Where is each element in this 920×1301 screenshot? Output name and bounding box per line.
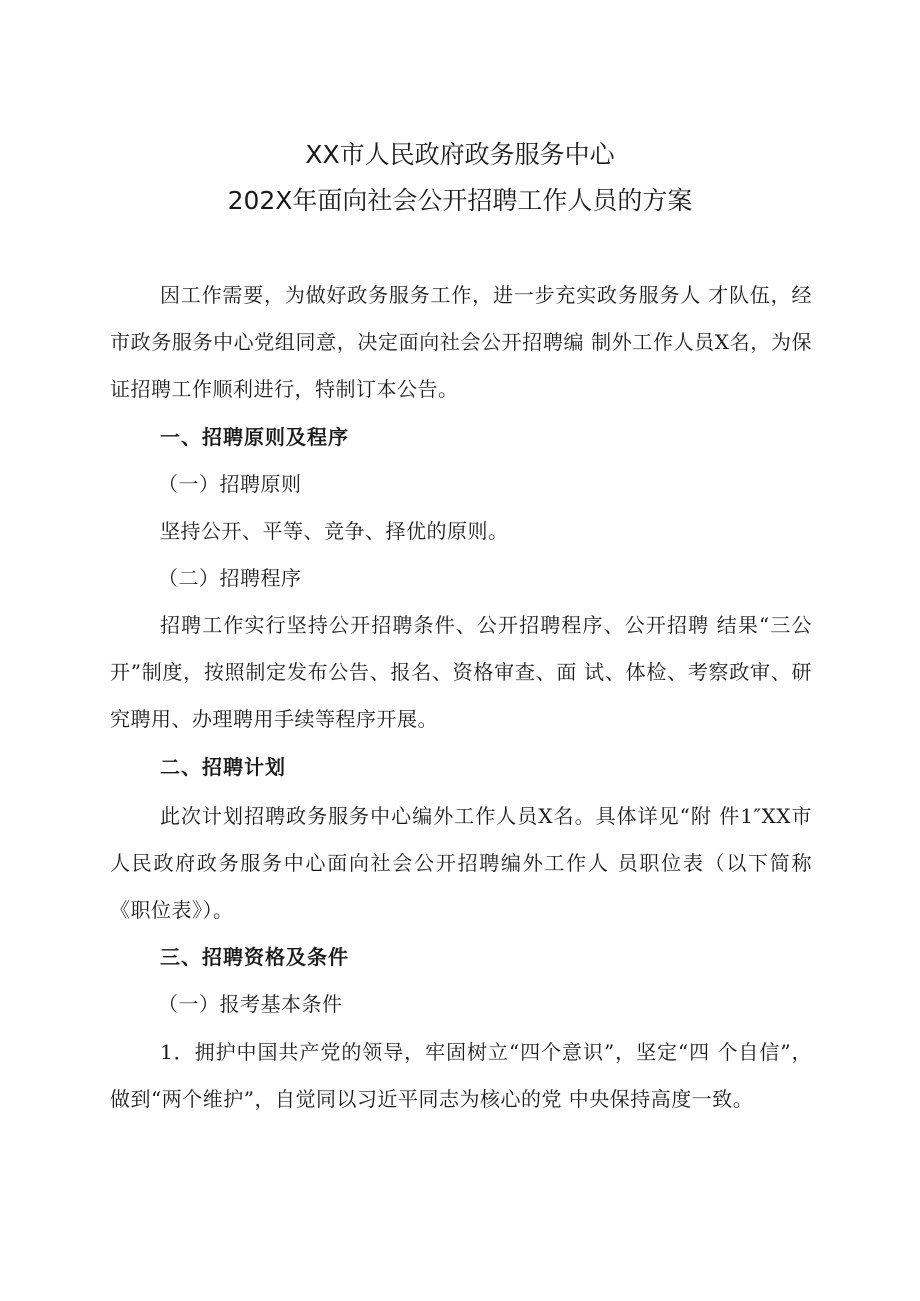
paragraph-principles: 坚持公开、平等、竞争、择优的原则。: [160, 519, 509, 543]
document-title-line2: 202X年面向社会公开招聘工作人员的方案: [227, 186, 693, 215]
section-heading-3: 三、招聘资格及条件: [160, 945, 349, 969]
section-heading-2: 二、招聘计划: [160, 755, 286, 779]
paragraph-procedure: 招聘工作实行坚持公开招聘条件、公开招聘程序、公开招聘 结果“三公开”制度，按照制定发布公告、报名、资格审查、面 试、体检、考察政审、研究聘用、办理聘用手续等程序开展。: [110, 613, 812, 731]
intro-paragraph: 因工作需要，为做好政务服务工作，进一步充实政务服务人 才队伍，经市政务服务中心党组同意，决定面向社会公开招聘编 制外工作人员X名，为保证招聘工作顺利进行，特制订本公告。: [110, 283, 812, 401]
subsection-heading-3-1: （一）报考基本条件: [158, 992, 343, 1016]
subsection-heading-1-2: （二）招聘程序: [158, 566, 302, 590]
paragraph-plan: 此次计划招聘政务服务中心编外工作人员X名。具体详见“附 件1″XX市人民政府政务服务中心面向社会公开招聘编外工作人 员职位表（以下简称《职位表》）。: [110, 804, 812, 922]
document-title-line1: XX市人民政府政务服务中心: [305, 140, 615, 169]
subsection-heading-1-1: （一）招聘原则: [158, 472, 302, 496]
paragraph-condition-1: 1．拥护中国共产党的领导，牢固树立“四个意识”，坚定“四 个自信”，做到“两个维护”，自觉同以习近平同志为核心的党 中央保持高度一致。: [110, 1040, 812, 1111]
section-heading-1: 一、招聘原则及程序: [160, 425, 349, 449]
